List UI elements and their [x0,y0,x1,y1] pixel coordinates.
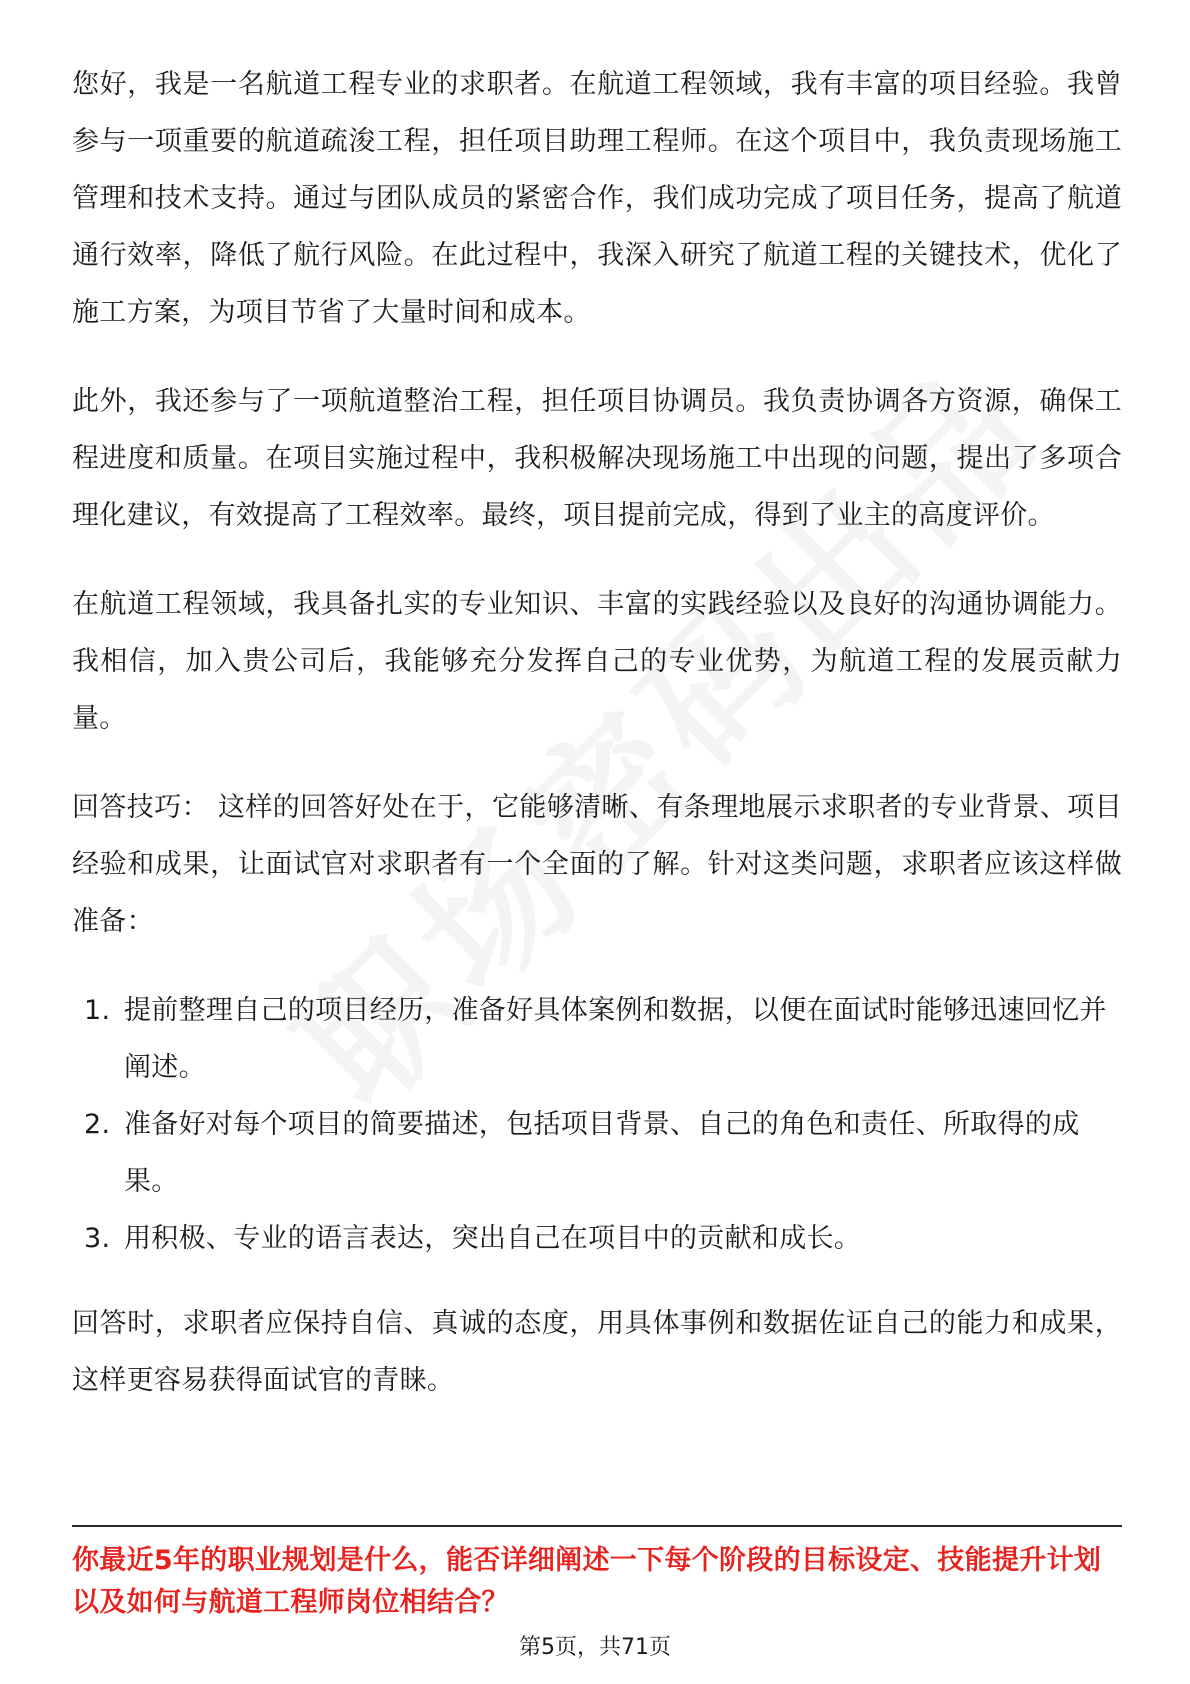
list-item-text: 准备好对每个项目的简要描述，包括项目背景、自己的角色和责任、所取得的成果。 [124,1109,1080,1197]
list-item-number: 1. [84,995,111,1026]
answer-tips-intro: 回答技巧： 这样的回答好处在于，它能够清晰、有条理地展示求职者的专业背景、项目经验和成果，让面试官对求职者有一个全面的了解。针对这类问题，求职者应该这样做准备： [72,792,1122,937]
list-item [72,982,1122,1096]
answer-paragraph-3: 在航道工程领域，我具备扎实的专业知识、丰富的实践经验以及良好的沟通协调能力。我相信，加入贵公司后，我能够充分发挥自己的专业优势，为航道工程的发展贡献力量。 [72,589,1122,734]
answer-content [72,56,1122,1441]
answer-paragraph-1: 您好，我是一名航道工程专业的求职者。在航道工程领域，我有丰富的项目经验。我曾参与一项重要的航道疏浚工程，担任项目助理工程师。在这个项目中，我负责现场施工管理和技术支持。通过与团队成员的紧密合作，我们成功完成了项目任务，提高了航道通行效率，降低了航行风险。在此过程中，我深入研究了航道工程的关键技术，优化了施工方案，为项目节省了大量时间和成本。 [72,69,1122,328]
list-item [72,1096,1122,1210]
list-item-text: 用积极、专业的语言表达，突出自己在项目中的贡献和成长。 [124,1223,862,1254]
closing-paragraph: 回答时，求职者应保持自信、真诚的态度，用具体事例和数据佐证自己的能力和成果，这样更容易获得面试官的青睐。 [72,1308,1122,1396]
list-item [72,1210,1122,1267]
section-divider [72,1525,1122,1527]
next-question-heading: 你最近5年的职业规划是什么，能否详细阐述一下每个阶段的目标设定、技能提升计划以及如何与航道工程师岗位相结合？ [72,1545,1102,1618]
tips-list [72,982,1122,1267]
page-number-footer: 第5页，共71页 [519,1635,671,1660]
list-item-number: 2. [84,1109,111,1140]
answer-paragraph-2: 此外，我还参与了一项航道整治工程，担任项目协调员。我负责协调各方资源，确保工程进度和质量。在项目实施过程中，我积极解决现场施工中出现的问题，提出了多项合理化建议，有效提高了工程效率。最终，项目提前完成，得到了业主的高度评价。 [72,386,1122,531]
list-item-number: 3. [84,1223,111,1254]
list-item-text: 提前整理自己的项目经历，准备好具体案例和数据，以便在面试时能够迅速回忆并阐述。 [124,995,1107,1083]
